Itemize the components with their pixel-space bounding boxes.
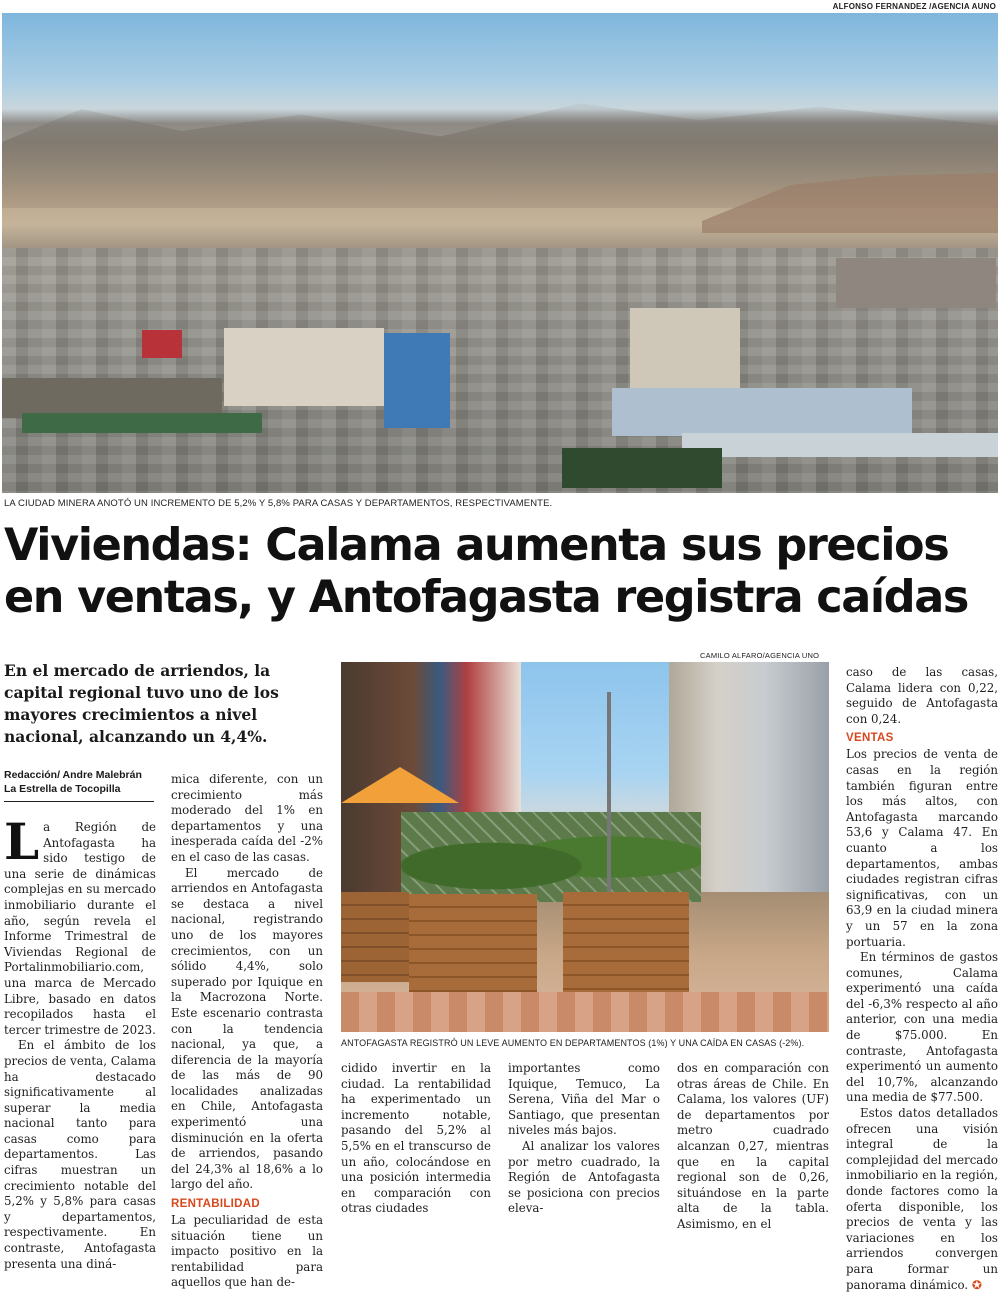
col2-p1: mica diferente, con un crecimiento más moderado del 1% en departamentos y una inesperada caída del -2% en el caso de las casas. bbox=[171, 772, 323, 864]
hero-caption: LA CIUDAD MINERA ANOTÓ UN INCREMENTO DE 5,2% Y 5,8% PARA CASAS Y DEPARTAMENTOS, RESPECTIVAMENTE. bbox=[4, 498, 553, 509]
headline bbox=[4, 520, 996, 624]
col6-p4-text: Estos datos detallados ofrecen una visión integral de la complejidad del mercado inmobiliario en la región, donde factores como la oferta disponible, los precios de venta y las variaciones en los arriendos convergen para formar un panorama dinámico. bbox=[846, 1106, 998, 1292]
col1-p2: En el ámbito de los precios de venta, Calama ha destacado significativamente al superar la media nacional tanto para casas como para departamentos. Las cifras muestran un crecimiento notable del 5,2% y 5,8% para casas y departamentos, respectivamente. En contraste, Antofagasta presenta una diná- bbox=[4, 1038, 156, 1271]
lead-paragraph: En el mercado de arriendos, la capital regional tuvo uno de los mayores crecimientos a nivel nacional, alcanzando un 4,4%. bbox=[4, 661, 279, 746]
subhead-rentabilidad: RENTABILIDAD bbox=[171, 1198, 260, 1211]
hero-photo bbox=[2, 13, 998, 493]
byline-divider bbox=[4, 801, 154, 802]
photo2-caption: ANTOFAGASTA REGISTRÓ UN LEVE AUMENTO EN DEPARTAMENTOS (1%) Y UNA CAÍDA EN CASAS (-2%). bbox=[341, 1038, 805, 1048]
col4-p1: importantes como Iquique, Temuco, La Serena, Viña del Mar o Santiago, que presentan niveles más bajos. bbox=[508, 1061, 660, 1138]
col6-p1: caso de las casas, Calama lidera con 0,22, seguido de Antofagasta con 0,24. bbox=[846, 665, 998, 726]
subhead-ventas: VENTAS bbox=[846, 732, 894, 745]
col6-p4 bbox=[846, 1106, 998, 1293]
photo-credit-top: ALFONSO FERNANDEZ /AGENCIA AUNO bbox=[832, 2, 996, 11]
col6-p2: Los precios de venta de casas en la región también figuran entre los más altos, con Antofagasta marcando 53,6 y Calama 47. En cuanto a los departamentos, ambas ciudades registran cifras significativas, con un 63,9 en la ciudad minera y un 57 en la zona portuaria. bbox=[846, 747, 998, 949]
end-mark-icon: ✪ bbox=[971, 1277, 982, 1292]
col1-p1: a Región de Antofagasta ha sido testigo de una serie de dinámicas complejas en su mercado inmobiliario durante el año, según revela el Informe Trimestral de Viviendas Regional de Portalinmobiliario.com, una marca de Mercado Libre, basado en datos recopilados hasta el tercer trimestre de 2023. bbox=[4, 820, 156, 1037]
col2-p2: El mercado de arriendos en Antofagasta se destaca a nivel nacional, registrando uno de los mayores crecimientos, con un sólido 4,4%, solo superado por Iquique en la Macrozona Norte. Este escenario contrasta con la tendencia nacional, ya que, a diferencia de la mayoría de las más de 90 localidades analizadas en Chile, Antofagasta experimentó una disminución en la oferta de arriendos, pasando del 24,3% al 18,6% a lo largo del año. bbox=[171, 865, 323, 1192]
column-4 bbox=[508, 1061, 660, 1217]
hero-cityscape bbox=[2, 248, 998, 493]
col3-p1: cidido invertir en la ciudad. La rentabilidad ha experimentado un incremento notable, pasando del 5,2% al 5,5% en el transcurso de un año, colocándose en una posición intermedia en comparación con otras ciudades bbox=[341, 1061, 491, 1216]
column-1 bbox=[4, 812, 156, 1272]
byline-outlet: La Estrella de Tocopilla bbox=[4, 783, 121, 795]
column-5 bbox=[677, 1061, 829, 1233]
column-3 bbox=[341, 1061, 491, 1217]
headline-line-2: en ventas, y Antofagasta registra caídas bbox=[4, 572, 968, 623]
col2-p3: La peculiaridad de esta situación tiene un impacto positivo en la rentabilidad para aquellos que han de- bbox=[171, 1213, 323, 1290]
photo2-credit: CAMILO ALFARO/AGENCIA UNO bbox=[700, 651, 820, 660]
col6-p3: En términos de gastos comunes, Calama experimentó una caída del -6,3% respecto al año anterior, con una media de $75.000. En contraste, Antofagasta experimentó un aumento del 10,7%, alcanzando una media de $77.500. bbox=[846, 950, 998, 1105]
drop-cap: L bbox=[4, 812, 40, 871]
byline bbox=[4, 768, 164, 796]
street-photo bbox=[341, 662, 829, 1032]
column-2 bbox=[171, 772, 323, 1291]
column-6 bbox=[846, 665, 998, 1293]
col5-p1: dos en comparación con otras áreas de Chile. En Calama, los valores (UF) de departamentos por metro cuadrado alcanzan 0,27, mientras que en la capital regional son de 0,26, situándose en la parte alta de la tabla. Asimismo, en el bbox=[677, 1061, 829, 1231]
byline-author: Redacción/ Andre Malebrán bbox=[4, 769, 142, 781]
headline-line-1: Viviendas: Calama aumenta sus precios bbox=[4, 520, 949, 571]
col4-p2: Al analizar los valores por metro cuadrado, la Región de Antofagasta se posiciona con precios eleva- bbox=[508, 1138, 660, 1216]
